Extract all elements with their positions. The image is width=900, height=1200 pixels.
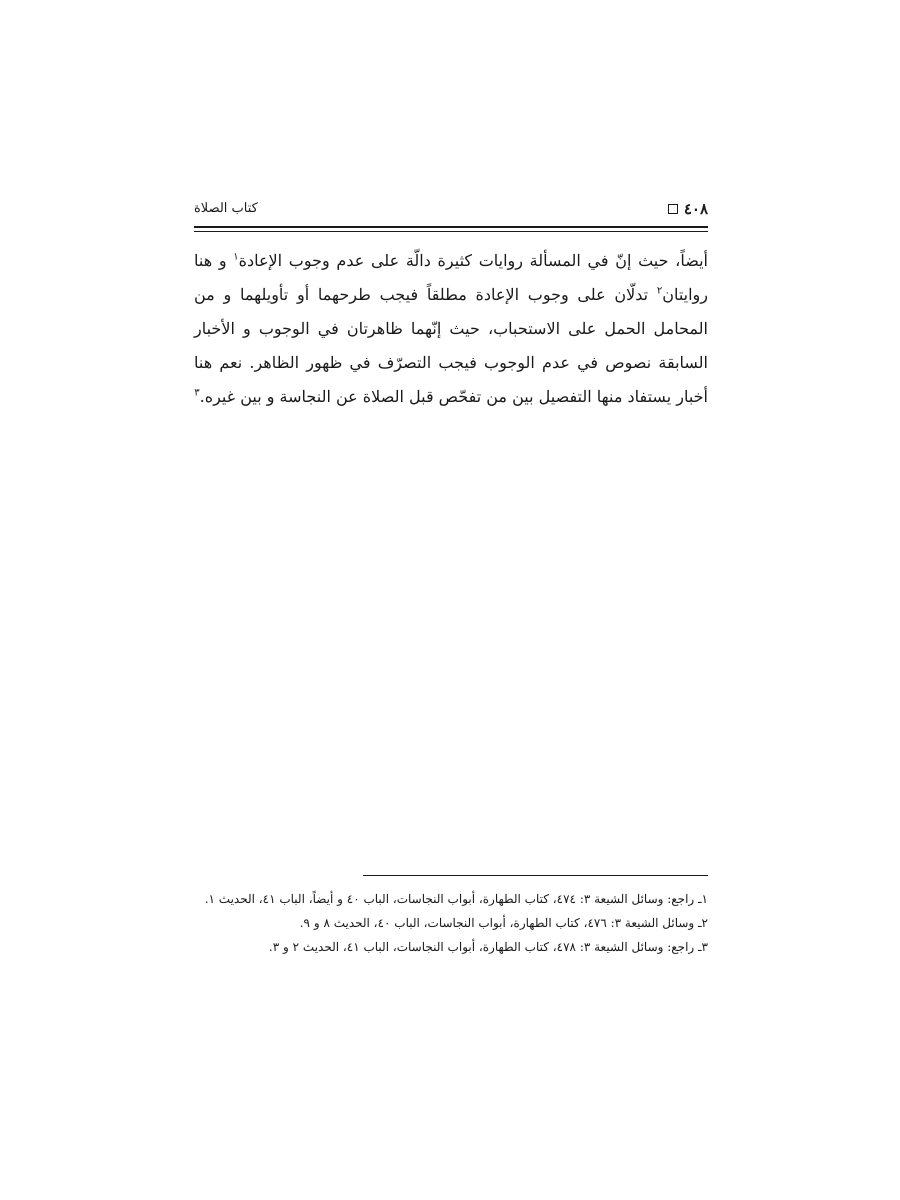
footnote-1: ١ـ راجع: وسائل الشيعة ٣: ٤٧٤، كتاب الطهارة، أبواب النجاسات، الباب ٤٠ و أيضاً، الباب ٤١، الحديث ١. bbox=[204, 892, 708, 906]
paragraph-part-2: و هنا روايتان bbox=[194, 251, 708, 304]
header-rule-thick bbox=[194, 226, 708, 228]
page-number: ٤٠٨ bbox=[683, 200, 708, 218]
paragraph-part-3: تدلّان على وجوب الإعادة مطلقاً فيجب طرحهما أو تأويلهما و من المحامل الحمل على الاستحباب، حيث إنّهما ظاهرتان في الوجوب و الأخبار السابقة نصوص في عدم الوجوب فيجب التصرّف في ظهور الظاهر. نعم هنا أخبار يستفاد منها التفصيل بين من تفحّص قبل الصلاة عن النجاسة و بين غيره. bbox=[194, 285, 708, 406]
paragraph-part-1: أيضاً، حيث إنّ في المسألة روايات كثيرة دالّة على عدم وجوب الإعادة bbox=[238, 251, 708, 270]
footnote-3: ٣ـ راجع: وسائل الشيعة ٣: ٤٧٨، كتاب الطهارة، أبواب النجاسات، الباب ٤١، الحديث ٢ و ٣. bbox=[268, 940, 708, 954]
footnote-ref-2: ٢ bbox=[656, 285, 663, 297]
running-title: كتاب الصلاة bbox=[194, 201, 258, 216]
footnote-ref-3: ٣ bbox=[194, 387, 200, 399]
paragraph bbox=[194, 244, 708, 414]
page-header bbox=[194, 196, 708, 224]
header-rule-thin bbox=[194, 231, 708, 232]
footnote-2: ٢ـ وسائل الشيعة ٣: ٤٧٦، كتاب الطهارة، أبواب النجاسات، الباب ٤٠، الحديث ٨ و ٩. bbox=[299, 916, 708, 930]
main-text bbox=[194, 244, 708, 414]
footnotes bbox=[194, 887, 708, 959]
footnote-ref-1: ١ bbox=[233, 251, 239, 263]
square-icon bbox=[668, 204, 678, 214]
footnote-separator bbox=[363, 875, 708, 876]
page-number-group bbox=[668, 200, 708, 218]
